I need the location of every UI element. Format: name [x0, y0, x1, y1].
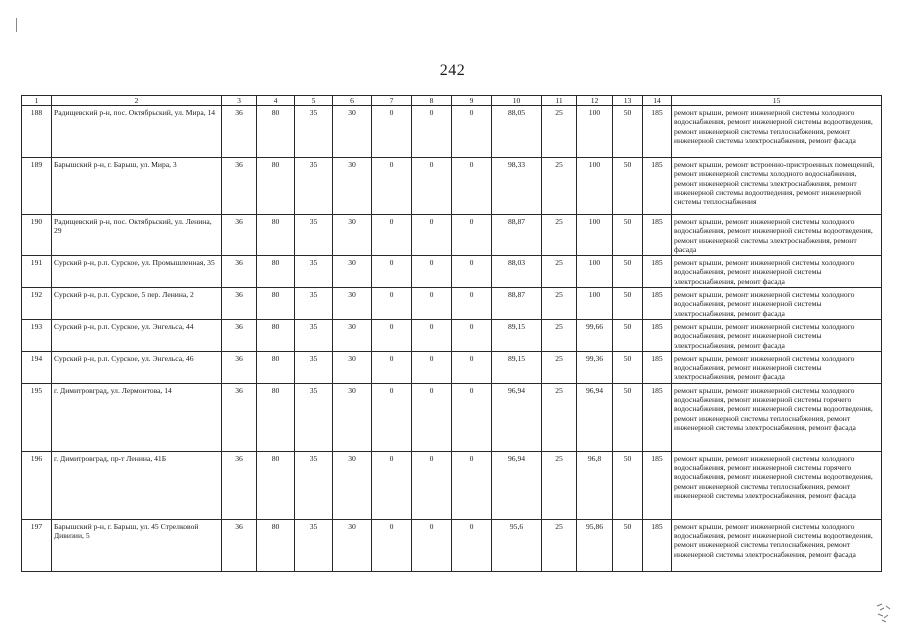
value-cell: 36	[222, 288, 257, 320]
value-cell: 80	[257, 383, 295, 451]
value-cell: 80	[257, 351, 295, 383]
address-cell: г. Димитровград, пр-т Ленина, 41Б	[52, 451, 222, 519]
value-cell: 25	[542, 215, 577, 256]
value-cell: 0	[452, 351, 492, 383]
column-header: 13	[613, 96, 643, 106]
value-cell: 0	[412, 519, 452, 571]
value-cell: 99,36	[577, 351, 613, 383]
value-cell: 185	[643, 106, 672, 158]
works-cell: ремонт крыши, ремонт инженерной системы холодного водоснабжения, ремонт инженерной системы электроснабжения, ремонт фасада	[672, 351, 882, 383]
value-cell: 0	[372, 319, 412, 351]
value-cell: 25	[542, 256, 577, 288]
row-number: 193	[22, 319, 52, 351]
value-cell: 50	[613, 451, 643, 519]
value-cell: 0	[412, 215, 452, 256]
value-cell: 0	[372, 158, 412, 215]
value-cell: 185	[643, 451, 672, 519]
column-header: 12	[577, 96, 613, 106]
value-cell: 0	[452, 158, 492, 215]
value-cell: 50	[613, 158, 643, 215]
value-cell: 0	[452, 519, 492, 571]
works-cell: ремонт крыши, ремонт инженерной системы холодного водоснабжения, ремонт инженерной системы электроснабжения, ремонт фасада	[672, 256, 882, 288]
works-cell: ремонт крыши, ремонт инженерной системы холодного водоснабжения, ремонт инженерной системы водоотведения, ремонт инженерной системы теплоснабжения, ремонт инженерной системы электроснабжения, ремонт фасада	[672, 106, 882, 158]
value-cell: 25	[542, 319, 577, 351]
page-number: 242	[439, 62, 466, 79]
value-cell: 88,87	[492, 288, 542, 320]
works-cell: ремонт крыши, ремонт инженерной системы холодного водоснабжения, ремонт инженерной системы водоотведения, ремонт инженерной системы теплоснабжения, ремонт инженерной системы электроснабжения, ремонт фасада	[672, 519, 882, 571]
value-cell: 185	[643, 158, 672, 215]
value-cell: 30	[333, 319, 372, 351]
row-number: 197	[22, 519, 52, 571]
address-cell: Барышский р-н, г. Барыш, ул. Мира, 3	[52, 158, 222, 215]
value-cell: 0	[372, 519, 412, 571]
table-row	[22, 288, 882, 320]
column-header: 8	[412, 96, 452, 106]
value-cell: 35	[295, 106, 333, 158]
column-header: 9	[452, 96, 492, 106]
value-cell: 80	[257, 451, 295, 519]
value-cell: 96,94	[492, 451, 542, 519]
column-header: 1	[22, 96, 52, 106]
value-cell: 88,87	[492, 215, 542, 256]
value-cell: 0	[372, 451, 412, 519]
column-header: 11	[542, 96, 577, 106]
value-cell: 100	[577, 215, 613, 256]
value-cell: 0	[412, 256, 452, 288]
table-row	[22, 519, 882, 571]
value-cell: 0	[412, 319, 452, 351]
address-cell: Сурский р-н, р.п. Сурское, ул. Промышленная, 35	[52, 256, 222, 288]
value-cell: 50	[613, 519, 643, 571]
value-cell: 185	[643, 288, 672, 320]
value-cell: 0	[452, 288, 492, 320]
value-cell: 80	[257, 256, 295, 288]
value-cell: 36	[222, 215, 257, 256]
address-cell: г. Димитровград, ул. Лермонтова, 14	[52, 383, 222, 451]
value-cell: 25	[542, 158, 577, 215]
value-cell: 50	[613, 288, 643, 320]
header-row	[22, 96, 882, 106]
value-cell: 185	[643, 256, 672, 288]
table-row	[22, 215, 882, 256]
works-cell: ремонт крыши, ремонт встроенно-пристроенных помещений, ремонт инженерной системы холодного водоснабжения, ремонт инженерной системы электроснабжения, ремонт инженерной системы водоотведения, ремонт инженерной системы теплоснабжения	[672, 158, 882, 215]
value-cell: 80	[257, 288, 295, 320]
address-cell: Радищевский р-н, пос. Октябрьский, ул. Ленина, 29	[52, 215, 222, 256]
value-cell: 30	[333, 256, 372, 288]
works-cell: ремонт крыши, ремонт инженерной системы холодного водоснабжения, ремонт инженерной системы горячего водоснабжения, ремонт инженерной системы водоотведения, ремонт инженерной системы теплоснабжения, ремонт инженерной системы электроснабжения, ремонт фасада	[672, 383, 882, 451]
value-cell: 35	[295, 319, 333, 351]
value-cell: 96,94	[577, 383, 613, 451]
value-cell: 25	[542, 451, 577, 519]
value-cell: 98,33	[492, 158, 542, 215]
value-cell: 89,15	[492, 319, 542, 351]
value-cell: 30	[333, 351, 372, 383]
column-header: 10	[492, 96, 542, 106]
row-number: 195	[22, 383, 52, 451]
value-cell: 185	[643, 351, 672, 383]
value-cell: 36	[222, 351, 257, 383]
value-cell: 80	[257, 158, 295, 215]
value-cell: 36	[222, 319, 257, 351]
value-cell: 25	[542, 383, 577, 451]
column-header: 2	[52, 96, 222, 106]
repair-program-table	[21, 95, 882, 572]
column-header: 14	[643, 96, 672, 106]
value-cell: 50	[613, 256, 643, 288]
value-cell: 88,03	[492, 256, 542, 288]
value-cell: 0	[372, 215, 412, 256]
value-cell: 80	[257, 519, 295, 571]
table-row	[22, 256, 882, 288]
value-cell: 0	[452, 383, 492, 451]
address-cell: Барышский р-н, г. Барыш, ул. 45 Стрелковой Дивизии, 5	[52, 519, 222, 571]
value-cell: 50	[613, 215, 643, 256]
value-cell: 36	[222, 519, 257, 571]
value-cell: 185	[643, 383, 672, 451]
row-number: 191	[22, 256, 52, 288]
value-cell: 185	[643, 519, 672, 571]
value-cell: 100	[577, 158, 613, 215]
value-cell: 99,66	[577, 319, 613, 351]
address-cell: Сурский р-н, р.п. Сурское, 5 пер. Ленина, 2	[52, 288, 222, 320]
value-cell: 35	[295, 383, 333, 451]
column-header: 4	[257, 96, 295, 106]
column-header: 5	[295, 96, 333, 106]
value-cell: 89,15	[492, 351, 542, 383]
value-cell: 25	[542, 519, 577, 571]
value-cell: 0	[412, 383, 452, 451]
value-cell: 50	[613, 383, 643, 451]
value-cell: 25	[542, 288, 577, 320]
value-cell: 0	[452, 215, 492, 256]
value-cell: 95,6	[492, 519, 542, 571]
scan-edge-mark	[16, 18, 17, 32]
address-cell: Сурский р-н, р.п. Сурское, ул. Энгельса, 46	[52, 351, 222, 383]
value-cell: 36	[222, 383, 257, 451]
value-cell: 36	[222, 158, 257, 215]
table-row	[22, 351, 882, 383]
value-cell: 80	[257, 319, 295, 351]
value-cell: 100	[577, 256, 613, 288]
value-cell: 50	[613, 106, 643, 158]
value-cell: 35	[295, 158, 333, 215]
row-number: 189	[22, 158, 52, 215]
value-cell: 35	[295, 351, 333, 383]
value-cell: 100	[577, 106, 613, 158]
table-row	[22, 383, 882, 451]
value-cell: 35	[295, 451, 333, 519]
value-cell: 30	[333, 519, 372, 571]
value-cell: 0	[452, 451, 492, 519]
value-cell: 50	[613, 319, 643, 351]
value-cell: 36	[222, 256, 257, 288]
value-cell: 0	[452, 319, 492, 351]
value-cell: 35	[295, 288, 333, 320]
row-number: 190	[22, 215, 52, 256]
value-cell: 96,8	[577, 451, 613, 519]
column-header: 6	[333, 96, 372, 106]
value-cell: 88,05	[492, 106, 542, 158]
column-header: 3	[222, 96, 257, 106]
value-cell: 0	[372, 351, 412, 383]
works-cell: ремонт крыши, ремонт инженерной системы холодного водоснабжения, ремонт инженерной системы электроснабжения, ремонт фасада	[672, 319, 882, 351]
value-cell: 35	[295, 215, 333, 256]
value-cell: 30	[333, 106, 372, 158]
scan-corner-mark	[874, 600, 894, 624]
value-cell: 0	[372, 256, 412, 288]
value-cell: 35	[295, 256, 333, 288]
address-cell: Радищевский р-н, пос. Октябрьский, ул. Мира, 14	[52, 106, 222, 158]
value-cell: 30	[333, 451, 372, 519]
value-cell: 30	[333, 158, 372, 215]
table-row	[22, 319, 882, 351]
value-cell: 80	[257, 106, 295, 158]
works-cell: ремонт крыши, ремонт инженерной системы холодного водоснабжения, ремонт инженерной системы электроснабжения, ремонт фасада	[672, 288, 882, 320]
value-cell: 25	[542, 351, 577, 383]
row-number: 196	[22, 451, 52, 519]
value-cell: 0	[412, 288, 452, 320]
value-cell: 30	[333, 288, 372, 320]
value-cell: 185	[643, 215, 672, 256]
value-cell: 50	[613, 351, 643, 383]
value-cell: 30	[333, 215, 372, 256]
row-number: 192	[22, 288, 52, 320]
value-cell: 30	[333, 383, 372, 451]
value-cell: 96,94	[492, 383, 542, 451]
row-number: 188	[22, 106, 52, 158]
row-number: 194	[22, 351, 52, 383]
value-cell: 0	[372, 383, 412, 451]
value-cell: 25	[542, 106, 577, 158]
value-cell: 95,86	[577, 519, 613, 571]
table-row	[22, 158, 882, 215]
works-cell: ремонт крыши, ремонт инженерной системы холодного водоснабжения, ремонт инженерной системы водоотведения, ремонт инженерной системы электроснабжения, ремонт фасада	[672, 215, 882, 256]
value-cell: 100	[577, 288, 613, 320]
value-cell: 0	[412, 351, 452, 383]
value-cell: 0	[372, 288, 412, 320]
column-header: 15	[672, 96, 882, 106]
table-row	[22, 106, 882, 158]
value-cell: 0	[412, 106, 452, 158]
value-cell: 35	[295, 519, 333, 571]
value-cell: 0	[412, 158, 452, 215]
value-cell: 80	[257, 215, 295, 256]
address-cell: Сурский р-н, р.п. Сурское, ул. Энгельса, 44	[52, 319, 222, 351]
value-cell: 36	[222, 451, 257, 519]
works-cell: ремонт крыши, ремонт инженерной системы холодного водоснабжения, ремонт инженерной системы горячего водоснабжения, ремонт инженерной системы водоотведения, ремонт инженерной системы теплоснабжения, ремонт инженерной системы электроснабжения, ремонт фасада	[672, 451, 882, 519]
value-cell: 36	[222, 106, 257, 158]
value-cell: 0	[452, 256, 492, 288]
value-cell: 185	[643, 319, 672, 351]
value-cell: 0	[372, 106, 412, 158]
value-cell: 0	[412, 451, 452, 519]
column-header: 7	[372, 96, 412, 106]
table-row	[22, 451, 882, 519]
value-cell: 0	[452, 106, 492, 158]
